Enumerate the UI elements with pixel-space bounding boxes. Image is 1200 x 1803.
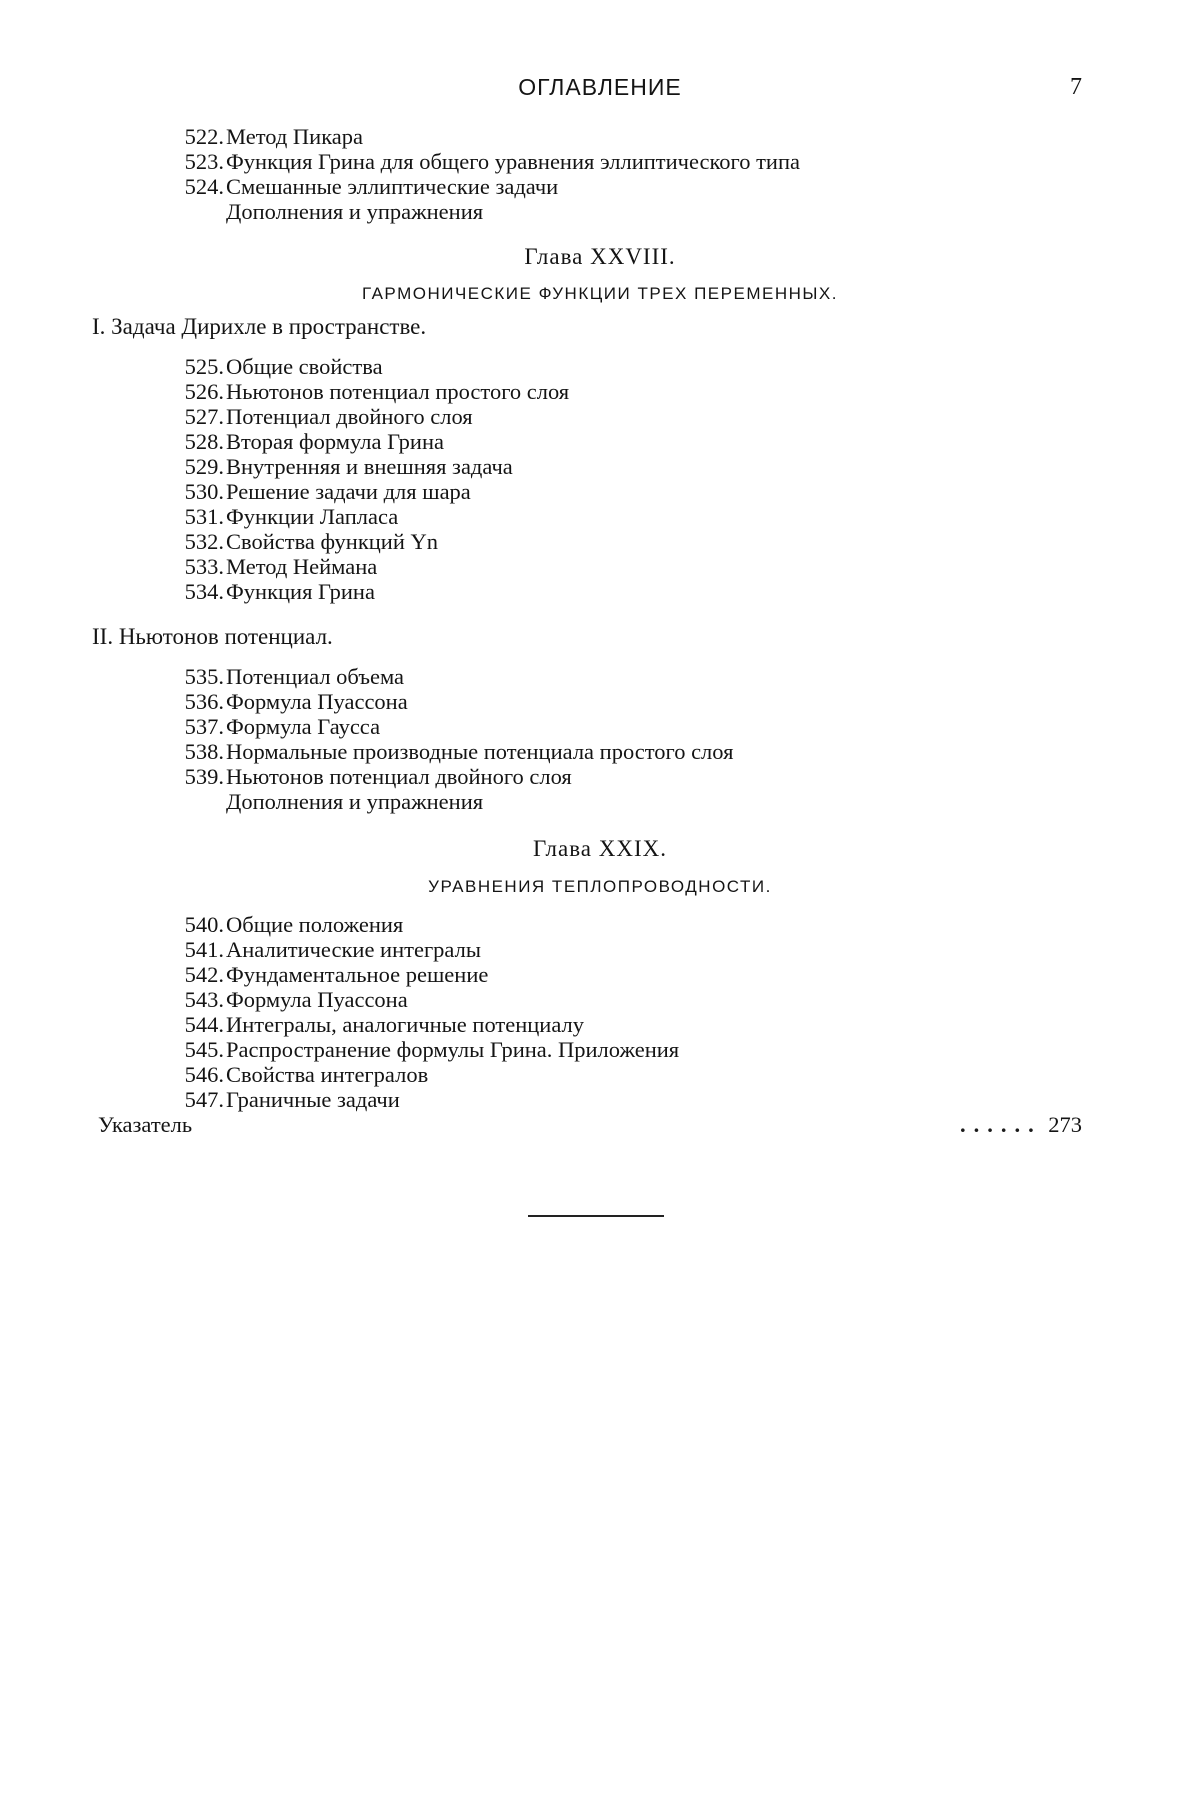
- entry-number: 545.: [162, 1037, 224, 1063]
- entry-title: Распространение формулы Грина. Приложения: [226, 1037, 1082, 1063]
- running-head: [0, 74, 1200, 106]
- part-heading: I. Задача Дирихле в пространстве.: [92, 314, 426, 340]
- entry-title: Нормальные производные потенциала простого слоя: [226, 739, 1082, 765]
- entry-title: Свойства интегралов: [226, 1062, 1082, 1088]
- entry-number: 534.: [162, 579, 224, 605]
- entry-number: 522.: [162, 124, 224, 150]
- chapter-name: ГАРМОНИЧЕСКИЕ ФУНКЦИИ ТРЕХ ПЕРЕМЕННЫХ.: [0, 284, 1200, 304]
- entry-number: 547.: [162, 1087, 224, 1113]
- entry-title: Формула Пуассона: [226, 987, 1082, 1013]
- entry-title: Ньютонов потенциал двойного слоя: [226, 764, 1082, 790]
- entry-number: 537.: [162, 714, 224, 740]
- entry-number: 529.: [162, 454, 224, 480]
- entry-number: 540.: [162, 912, 224, 938]
- entry-title: Аналитические интегралы: [226, 937, 1082, 963]
- entry-title: Метод Неймана: [226, 554, 1082, 580]
- entry-title: Указатель: [98, 1112, 954, 1138]
- entry-number: 523.: [162, 149, 224, 175]
- entry-number: 546.: [162, 1062, 224, 1088]
- chapter-name: УРАВНЕНИЯ ТЕПЛОПРОВОДНОСТИ.: [0, 877, 1200, 897]
- entry-number: 539.: [162, 764, 224, 790]
- entry-number: 542.: [162, 962, 224, 988]
- entry-number: 544.: [162, 1012, 224, 1038]
- entry-page: 273: [1040, 1112, 1082, 1138]
- entry-number: 543.: [162, 987, 224, 1013]
- entry-number: 531.: [162, 504, 224, 530]
- entry-title: Ньютонов потенциал простого слоя: [226, 379, 1082, 405]
- entry-title: Общие положения: [226, 912, 1082, 938]
- entry-title: Граничные задачи: [226, 1087, 1082, 1113]
- entry-title: Потенциал двойного слоя: [226, 404, 1082, 430]
- entry-number: 526.: [162, 379, 224, 405]
- entry-number: 527.: [162, 404, 224, 430]
- entry-number: 538.: [162, 739, 224, 765]
- entry-title: Общие свойства: [226, 354, 1082, 380]
- entry-title: Формула Пуассона: [226, 689, 1082, 715]
- entry-number: 524.: [162, 174, 224, 200]
- chapter-label: Глава XXIX.: [0, 836, 1200, 862]
- entry-title: Дополнения и упражнения: [226, 789, 1082, 815]
- entry-number: 528.: [162, 429, 224, 455]
- entry-number: 532.: [162, 529, 224, 555]
- entry-title: Вторая формула Грина: [226, 429, 1082, 455]
- entry-number: 535.: [162, 664, 224, 690]
- entry-title: Дополнения и упражнения: [226, 199, 1082, 225]
- chapter-label: Глава XXVIII.: [0, 244, 1200, 270]
- part-heading: II. Ньютонов потенциал.: [92, 624, 333, 650]
- entry-title: Потенциал объема: [226, 664, 1082, 690]
- entry-title: Метод Пикара: [226, 124, 1082, 150]
- dot-leader: .....: [960, 1112, 1034, 1138]
- entry-title: Фундаментальное решение: [226, 962, 1082, 988]
- entry-title: Свойства функций Yn: [226, 529, 1082, 555]
- end-rule: [528, 1215, 664, 1217]
- entry-title: Смешанные эллиптические задачи: [226, 174, 1082, 200]
- entry-title: Решение задачи для шара: [226, 479, 1082, 505]
- page-title: ОГЛАВЛЕНИЕ: [0, 74, 1200, 101]
- entry-number: 525.: [162, 354, 224, 380]
- toc-page: [0, 0, 1200, 1803]
- entry-title: Функция Грина: [226, 579, 1082, 605]
- entry-number: 533.: [162, 554, 224, 580]
- entry-number: 536.: [162, 689, 224, 715]
- entry-title: Формула Гаусса: [226, 714, 1082, 740]
- entry-title: Функция Грина для общего уравнения эллиптического типа: [226, 149, 1082, 175]
- page-number: 7: [1070, 74, 1082, 101]
- entry-title: Функции Лапласа: [226, 504, 1082, 530]
- entry-title: Интегралы, аналогичные потенциалу: [226, 1012, 1082, 1038]
- entry-number: 541.: [162, 937, 224, 963]
- entry-number: 530.: [162, 479, 224, 505]
- entry-title: Внутренняя и внешняя задача: [226, 454, 1082, 480]
